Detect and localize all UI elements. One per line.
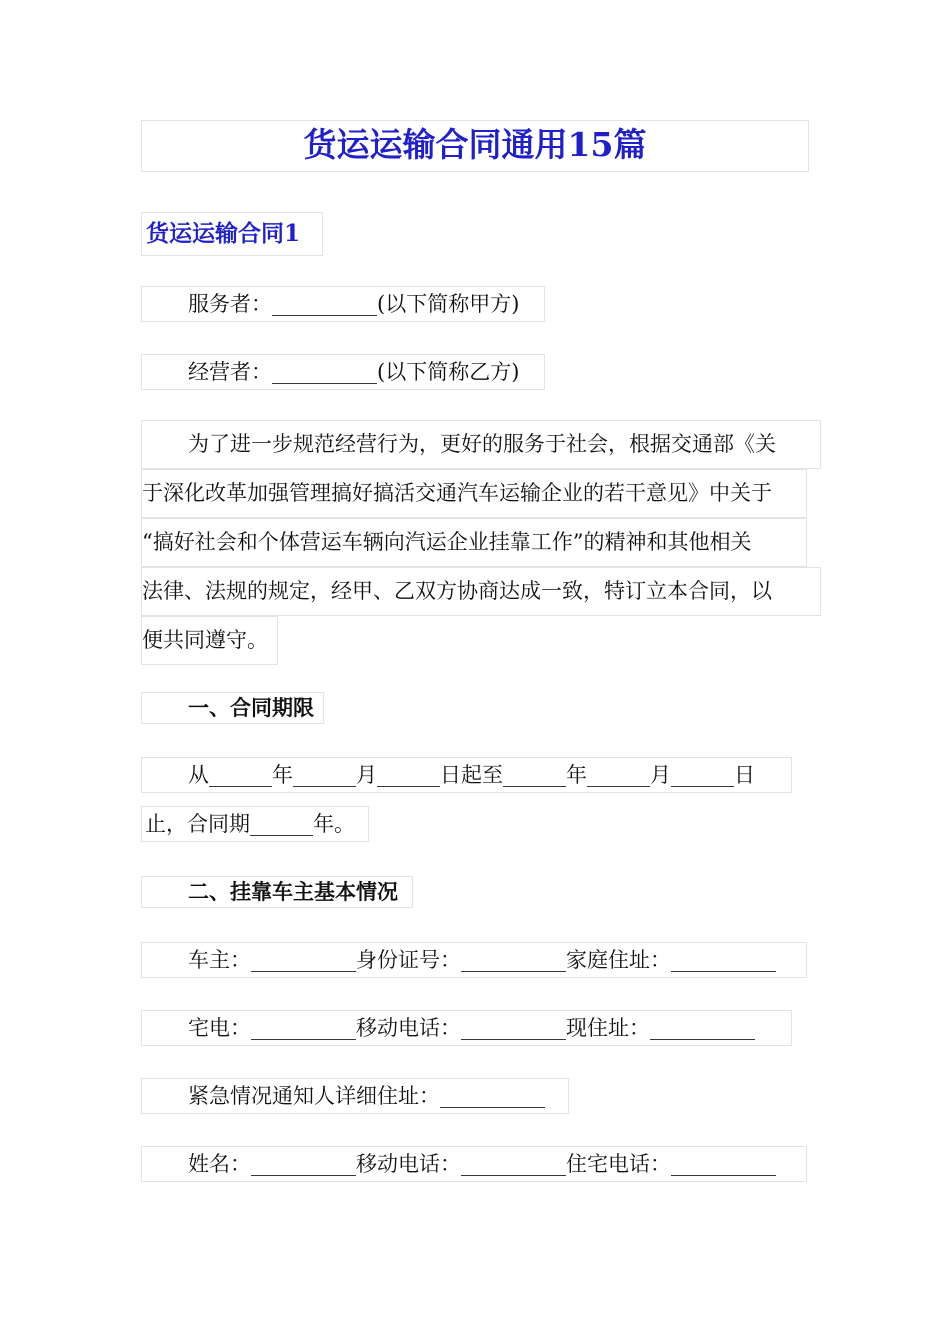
intro-line-5: 便共同遵守。 [141, 616, 278, 665]
clause-1-line-1: 从______年______月______日起至______年______月______日 [141, 757, 792, 793]
intro-line-1: 为了进一步规范经营行为，更好的服务于社会，根据交通部《关 [141, 420, 821, 469]
contact-info-line: 姓名：__________移动电话：__________住宅电话：__________ [141, 1146, 807, 1182]
clause-1-heading: 一、合同期限 [141, 692, 324, 724]
section-title: 货运运输合同1 [141, 212, 323, 256]
intro-paragraph [141, 420, 821, 665]
phone-info-line: 宅电：__________移动电话：__________现住址：__________ [141, 1010, 792, 1046]
operator-party-line: 经营者：__________(以下简称乙方) [141, 354, 545, 390]
intro-line-2: 于深化改革加强管理搞好搞活交通汽车运输企业的若干意见》中关于 [141, 469, 807, 518]
clause-1-line-2: 止，合同期______年。 [141, 806, 369, 842]
intro-line-4: 法律、法规的规定，经甲、乙双方协商达成一致，特订立本合同，以 [141, 567, 821, 616]
service-party-line: 服务者：__________(以下简称甲方) [141, 286, 545, 322]
emergency-contact-line: 紧急情况通知人详细住址：__________ [141, 1078, 569, 1114]
document-title: 货运运输合同通用15篇 [141, 120, 809, 172]
owner-info-line: 车主：__________身份证号：__________家庭住址：__________ [141, 942, 807, 978]
intro-line-3: “搞好社会和个体营运车辆向汽运企业挂靠工作”的精神和其他相关 [141, 518, 807, 567]
clause-2-heading: 二、挂靠车主基本情况 [141, 876, 413, 908]
